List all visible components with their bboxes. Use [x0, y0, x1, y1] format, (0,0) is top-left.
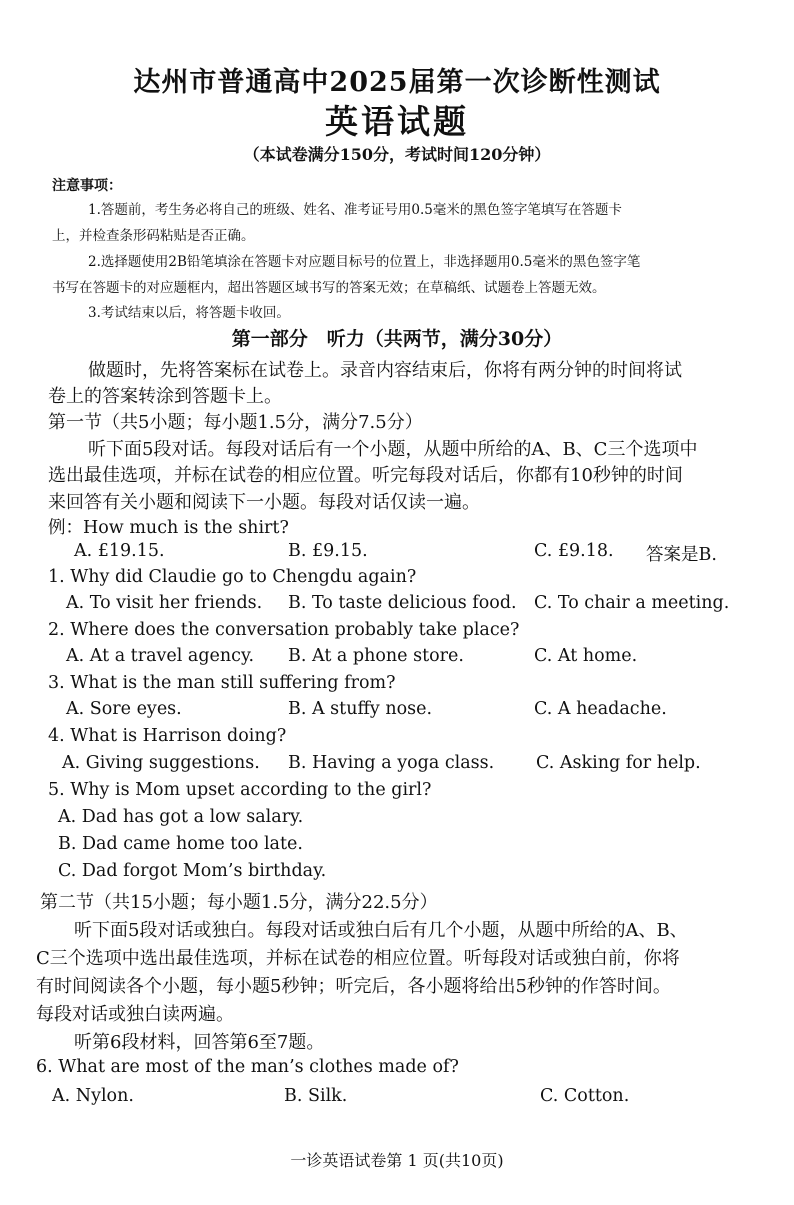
part1-heading: 第一部分 听力（共两节，满分30分）: [231, 328, 563, 350]
question-3: 3. What is the man still suffering from?: [48, 673, 396, 693]
exam-subtitle: （本试卷满分150分，考试时间120分钟）: [243, 145, 551, 164]
question-5: 5. Why is Mom upset according to the girl?: [48, 780, 432, 800]
question-2-option-b: B. At a phone store.: [288, 646, 464, 666]
question-4: 4. What is Harrison doing?: [48, 726, 287, 746]
question-1-option-a: A. To visit her friends.: [66, 593, 263, 613]
note-line: 2.选择题使用2B铅笔填涂在答题卡对应题目标号的位置上，非选择题用0.5毫米的黑色签字笔: [88, 254, 641, 270]
page-footer: 一诊英语试卷第 1 页(共10页): [290, 1151, 504, 1170]
section2-heading: 第二节（共15小题；每小题1.5分，满分22.5分）: [40, 892, 438, 913]
question-3-option-c: C. A headache.: [534, 699, 667, 719]
question-6: 6. What are most of the man’s clothes made of?: [36, 1057, 459, 1077]
section2-instr-line: 有时间阅读各个小题，每小题5秒钟；听完后，各小题将给出5秒钟的作答时间。: [36, 976, 671, 997]
section1-instr-line: 来回答有关小题和阅读下一小题。每段对话仅读一遍。: [48, 492, 480, 513]
question-3-option-a: A. Sore eyes.: [66, 699, 182, 719]
material-note: 听第6段材料，回答第6至7题。: [74, 1032, 325, 1053]
question-1: 1. Why did Claudie go to Chengdu again?: [48, 567, 417, 587]
section2-instr-line: 听下面5段对话或独白。每段对话或独白后有几个小题，从题中所给的A、B、: [74, 920, 688, 941]
question-6-option-b: B. Silk.: [284, 1086, 348, 1106]
example-option-c: C. £9.18.: [534, 541, 614, 561]
example-answer: 答案是B.: [646, 545, 717, 565]
part1-intro-line: 做题时，先将答案标在试卷上。录音内容结束后，你将有两分钟的时间将试: [88, 360, 682, 381]
question-4-option-c: C. Asking for help.: [536, 753, 701, 773]
question-5-option-b: B. Dad came home too late.: [58, 834, 303, 854]
subject-title: 英语试题: [325, 102, 469, 141]
question-5-option-c: C. Dad forgot Mom’s birthday.: [58, 861, 327, 881]
example-option-b: B. £9.15.: [288, 541, 368, 561]
note-line: 1.答题前，考生务必将自己的班级、姓名、准考证号用0.5毫米的黑色签字笔填写在答题卡: [88, 202, 622, 218]
question-4-option-a: A. Giving suggestions.: [62, 753, 260, 773]
question-2-option-a: A. At a travel agency.: [66, 646, 255, 666]
note-line: 3.考试结束以后，将答题卡收回。: [88, 305, 290, 321]
section2-instr-line: C三个选项中选出最佳选项，并标在试卷的相应位置。听每段对话或独白前，你将: [36, 948, 680, 969]
section1-heading: 第一节（共5小题；每小题1.5分，满分7.5分）: [48, 412, 423, 433]
question-2: 2. Where does the conversation probably take place?: [48, 620, 520, 640]
question-5-option-a: A. Dad has got a low salary.: [58, 807, 304, 827]
note-line: 上，并检查条形码粘贴是否正确。: [52, 228, 255, 244]
question-6-option-a: A. Nylon.: [52, 1086, 134, 1106]
question-6-option-c: C. Cotton.: [540, 1086, 630, 1106]
question-3-option-b: B. A stuffy nose.: [288, 699, 433, 719]
question-4-option-b: B. Having a yoga class.: [288, 753, 495, 773]
example-option-a: A. £19.15.: [74, 541, 165, 561]
notes-heading: 注意事项：: [52, 178, 122, 194]
part1-intro-line: 卷上的答案转涂到答题卡上。: [48, 386, 282, 407]
section1-instr-line: 选出最佳选项，并标在试卷的相应位置。听完每段对话后，你都有10秒钟的时间: [48, 465, 683, 486]
question-1-option-b: B. To taste delicious food.: [288, 593, 517, 613]
question-1-option-c: C. To chair a meeting.: [534, 593, 730, 613]
section1-instr-line: 听下面5段对话。每段对话后有一个小题，从题中所给的A、B、C三个选项中: [88, 439, 698, 460]
note-line: 书写在答题卡的对应题框内，超出答题区域书写的答案无效；在草稿纸、试题卷上答题无效。: [52, 280, 606, 296]
example-question: 例：How much is the shirt?: [48, 518, 289, 538]
section2-instr-line: 每段对话或独白读两遍。: [36, 1004, 234, 1025]
question-2-option-c: C. At home.: [534, 646, 638, 666]
exam-title: 达州市普通高中2025届第一次诊断性测试: [133, 67, 661, 98]
